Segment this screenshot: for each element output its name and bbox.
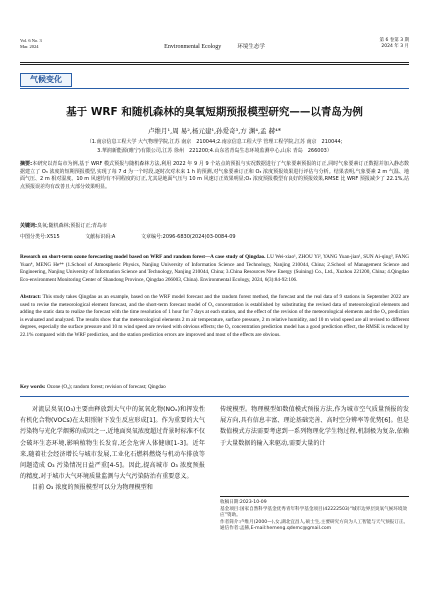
english-authors-affiliations: LU Wei-xiao¹, ZHOU Yi², YANG Yuan-jian¹, SUN Ai-qing³, FANG Yuan⁴, MENG He⁴* (1.School of Atmospheric Physics, Nanjing University of Information Science and Technology, Nanjing 210044, China; 2.School of Management Science and Engineering, Nanjing University of Information Science and Technology, Nanjing 210044, China; 3.China Resources New Energy (Suining) Co., Ltd., Xuzhou 221200, China; 4.Qingdao Eco-environment Monitoring Center of Shandong Province, Qingdao 266003, China). Environmental Ecology, 2024, 6(3):84-92:106. [20, 254, 409, 283]
english-title-block [20, 254, 409, 284]
article-number: 文章编号:2096-6830(2024)03-0084-09 [140, 234, 236, 240]
english-title: Research on short-term ozone forecasting model based on WRF and random forest—A case study of Qingdao. [20, 254, 266, 260]
header-rule [20, 62, 409, 63]
keywords-en-label: Key words: [20, 384, 46, 390]
header-volume-info-cn [380, 38, 409, 50]
header-journal [20, 42, 409, 50]
header-volume: Vol. 6 No. 3 [20, 38, 42, 43]
abstract-cn [20, 161, 409, 191]
keywords-en [20, 384, 409, 390]
section-rule [20, 88, 409, 89]
body-paragraph: 传统模型。物理模型如数值模式预报方法,作为城市空气质量预报的发展方向,具有信息丰富、理论基础完善、高时空分辨率等优势[6]。但是数值模式方法需要考虑到一系列物理化学生物过程,机制极为复杂,依赖于大量数据的输入来驱动,需要大量的计 [220, 406, 409, 447]
author-list: 卢维月¹,周 易²,杨元建¹,孙爱奇³,方 渊⁴,孟 赫⁴* [148, 127, 281, 135]
body-paragraph: 对流层臭氧(O₃)主要由释放到大气中的氮氧化物(NOₓ)和挥发性有机化合物(VOCs)在太阳照射下发生反应形成[1]。作为重要的大气污染物与光化学烟雾的成因之一,近地面臭氧浓度超过背景时标准不仅会破坏生态环境,影响植物生长发育,还会危害人体健康[1-3]。近年来,随着社会经济增长与城市发展,工业化石燃料燃烧与机动车排放等问题造成 O₃ 污染情况日益严重[4-5]。因此,提高城市 O₃ 浓度预报的精度,对于城市大气环境质量监测与大气污染防治有重要意义。 [20, 406, 205, 481]
section-tag: 气候变化 [20, 73, 72, 87]
body-paragraph: 目前 O₃ 浓度的预报模型可以分为物理模型和 [32, 484, 153, 492]
affiliation-line: 3.華润新能源(睢宁)有限公司,江苏 徐州 221200;4.山东省青岛生态环境监测中心,山东 青岛 266003） [97, 148, 332, 154]
abstract-cn-label: 摘要: [20, 161, 33, 167]
body-column-left [20, 404, 205, 494]
author-bio: 作者简介:卢维月(2000—),女,湖北宜昌人,硕士生,主要研究方向为人工智能与天气预报订正。 [220, 519, 409, 525]
header-date-cn: 2024 年 3 月 [381, 44, 409, 49]
abstract-cn-text: 本研究以青岛市为例,基于 WRF 模式预报与随机森林方法,利用 2022 年 9 月 9 个站点的预报与实况数据进行了气象要素预报的订正,同时气象要素订正数据并加入静态数据建立了 O₃ 浓度的短期预报模型,实现了每 7 d 为一个时段,逐时次对未来 1 h 的预测,对气象要素订正和 O₃ 浓度预报效果进行评估与分析。结果表明,气象要素 2 m 气温、地面气压、2 m 相对湿度、10 m 风速均有不同程度的订正,尤其是地面气压与 10 m 风速订正效果明显;O₃ 浓度预报模型有良好的预报效果,RMSE 比 WRF 预报减少了 22.1%,站点预报误差均有改善且大部分效果明显。 [20, 161, 410, 190]
abstract-en-label: Abstract: [20, 294, 42, 300]
abstract-en [20, 294, 409, 339]
journal-name-cn: 环境生态学 [237, 44, 265, 50]
received-date: 收稿日期:2023-10-09 [220, 500, 267, 505]
footnote-block [220, 496, 409, 533]
header-volume-cn: 第 6 卷第 3 期 [379, 38, 409, 43]
journal-name-en: Environmental Ecology [164, 44, 222, 50]
document-code: 文献标识码:A [85, 234, 116, 240]
affiliation-line: （1.南京信息工程大学 大气物理学院,江苏 南京 210044;2.南京信息工程大学 管理工程学院,江苏 南京 210044; [86, 139, 343, 145]
header-date: Mar. 2024 [20, 44, 39, 49]
keywords-cn [20, 222, 409, 229]
keywords-cn-text: 臭氧;随机森林;预报订正;青岛市 [37, 223, 108, 229]
abstract-en-text: This study takes Qingdao as an example, based on the WRF model forecast and the random forest method, the forecast and the real data of 9 stations in September 2022 are used to revise the meteorological element forecast, and the short-term forecast model of O₃ concentration is established by substituting the revised data of meteorological elements and adding the static data to realize the forecast with the time resolution of 1 hour for 7 days at each station, and the effect of the revision of the meteorological elements and the O₃ prediction is evaluated and analyzed. The results show that the meteorological elements 2 m air temperature, surface pressure, 2 m relative humidity, and 10 m wind speed are all revised to different degrees, especially the surface pressure and 10 m wind speed are revised with obvious effects; the O₃ concentration prediction model has a good prediction effect, the RMSE is reduced by 22.1% compared with the WRF prediction, and the station prediction errors are improved and most of the effects are obvious. [20, 294, 410, 338]
corresponding-author: 通信作者:孟赫,E-mail:hemeng.qdemc@gmail.com [220, 526, 332, 532]
abstract-divider [20, 396, 409, 397]
classification-line [20, 233, 409, 240]
keywords-cn-label: 关键词: [20, 223, 37, 229]
fund-project: 基金项目:国家自然科学基金优秀青年科学基金项目(42222503)“城市边界层臭氧气候环境效应”资助。 [220, 506, 408, 519]
header-rule-thin [20, 64, 409, 65]
clc-number: 中图分类号:X515 [20, 234, 60, 240]
running-header [20, 38, 409, 60]
keywords-en-text: Ozone (O₃); random forest; revision of forecast; Qingdao [46, 384, 166, 390]
body-column-right [220, 404, 409, 449]
paper-title: 基于 WRF 和随机森林的臭氧短期预报模型研究——以青岛为例 [66, 106, 363, 118]
